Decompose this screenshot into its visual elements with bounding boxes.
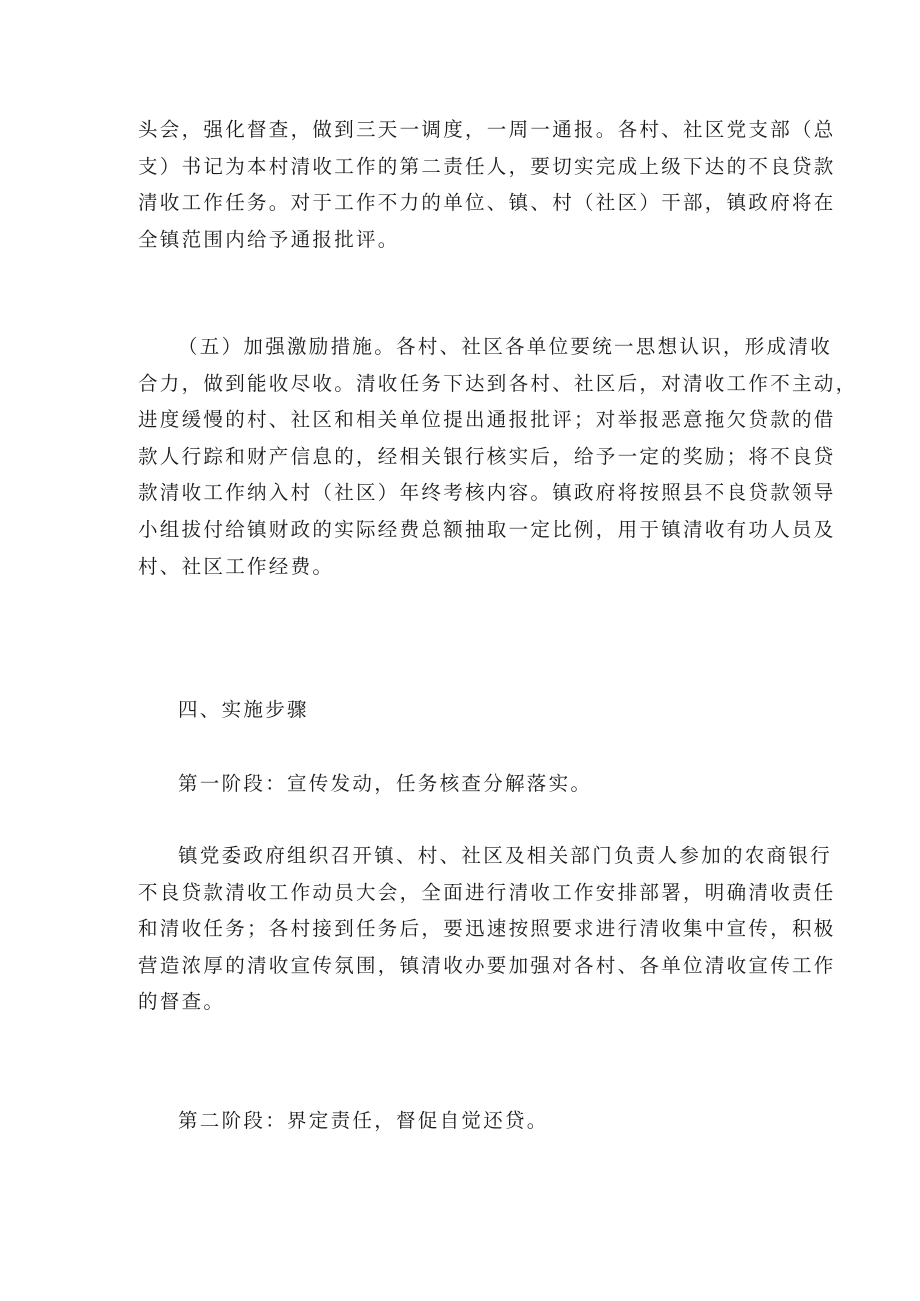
paragraph-line: 的督查。	[138, 990, 226, 1014]
paragraph-line: 款清收工作纳入村（社区）年终考核内容。镇政府将按照县不良贷款领导	[138, 481, 836, 505]
paragraph-line: 不良贷款清收工作动员大会，全面进行清收工作安排部署，明确清收责任	[138, 880, 836, 904]
paragraph-supervision	[138, 112, 836, 258]
paragraph-incentive-measures	[138, 329, 858, 585]
paragraph-line: 进度缓慢的村、社区和相关单位提出通报批评；对举报恶意拖欠贷款的借	[138, 408, 836, 432]
paragraph-mobilization	[138, 838, 836, 1021]
section-4-heading: 四、实施步骤	[178, 698, 309, 721]
paragraph-line: 营造浓厚的清收宣传氛围，镇清收办要加强对各村、各单位清收宣传工作	[138, 953, 836, 977]
paragraph-line: 和清收任务；各村接到任务后，要迅速按照要求进行清收集中宣传，积极	[138, 917, 836, 941]
phase-heading	[138, 766, 798, 803]
paragraph-line: （五）加强激励措施。各村、社区各单位要统一思想认识，形成清收	[178, 335, 833, 358]
paragraph-line: 村、社区工作经费。	[138, 554, 335, 578]
paragraph-line: 合力，做到能收尽收。清收任务下达到各村、社区后，对清收工作不主动，	[138, 371, 858, 395]
section-heading	[138, 692, 798, 729]
phase-1-heading: 第一阶段：宣传发动，任务核查分解落实。	[178, 772, 593, 795]
phase-2-heading: 第二阶段：界定责任，督促自觉还贷。	[178, 1109, 549, 1132]
paragraph-line: 支）书记为本村清收工作的第二责任人，要切实完成上级下达的不良贷款	[138, 154, 836, 178]
paragraph-line: 款人行踪和财产信息的，经相关银行核实后，给予一定的奖励；将不良贷	[138, 444, 836, 468]
paragraph-line: 镇党委政府组织召开镇、村、社区及相关部门负责人参加的农商银行	[178, 844, 833, 867]
paragraph-line: 清收工作任务。对于工作不力的单位、镇、村（社区）干部，镇政府将在	[138, 191, 836, 215]
paragraph-line: 小组拔付给镇财政的实际经费总额抽取一定比例，用于镇清收有功人员及	[138, 517, 836, 541]
paragraph-line: 头会，强化督查，做到三天一调度，一周一通报。各村、社区党支部（总	[138, 118, 836, 141]
paragraph-line: 全镇范围内给予通报批评。	[138, 227, 400, 251]
phase-heading	[138, 1103, 798, 1140]
